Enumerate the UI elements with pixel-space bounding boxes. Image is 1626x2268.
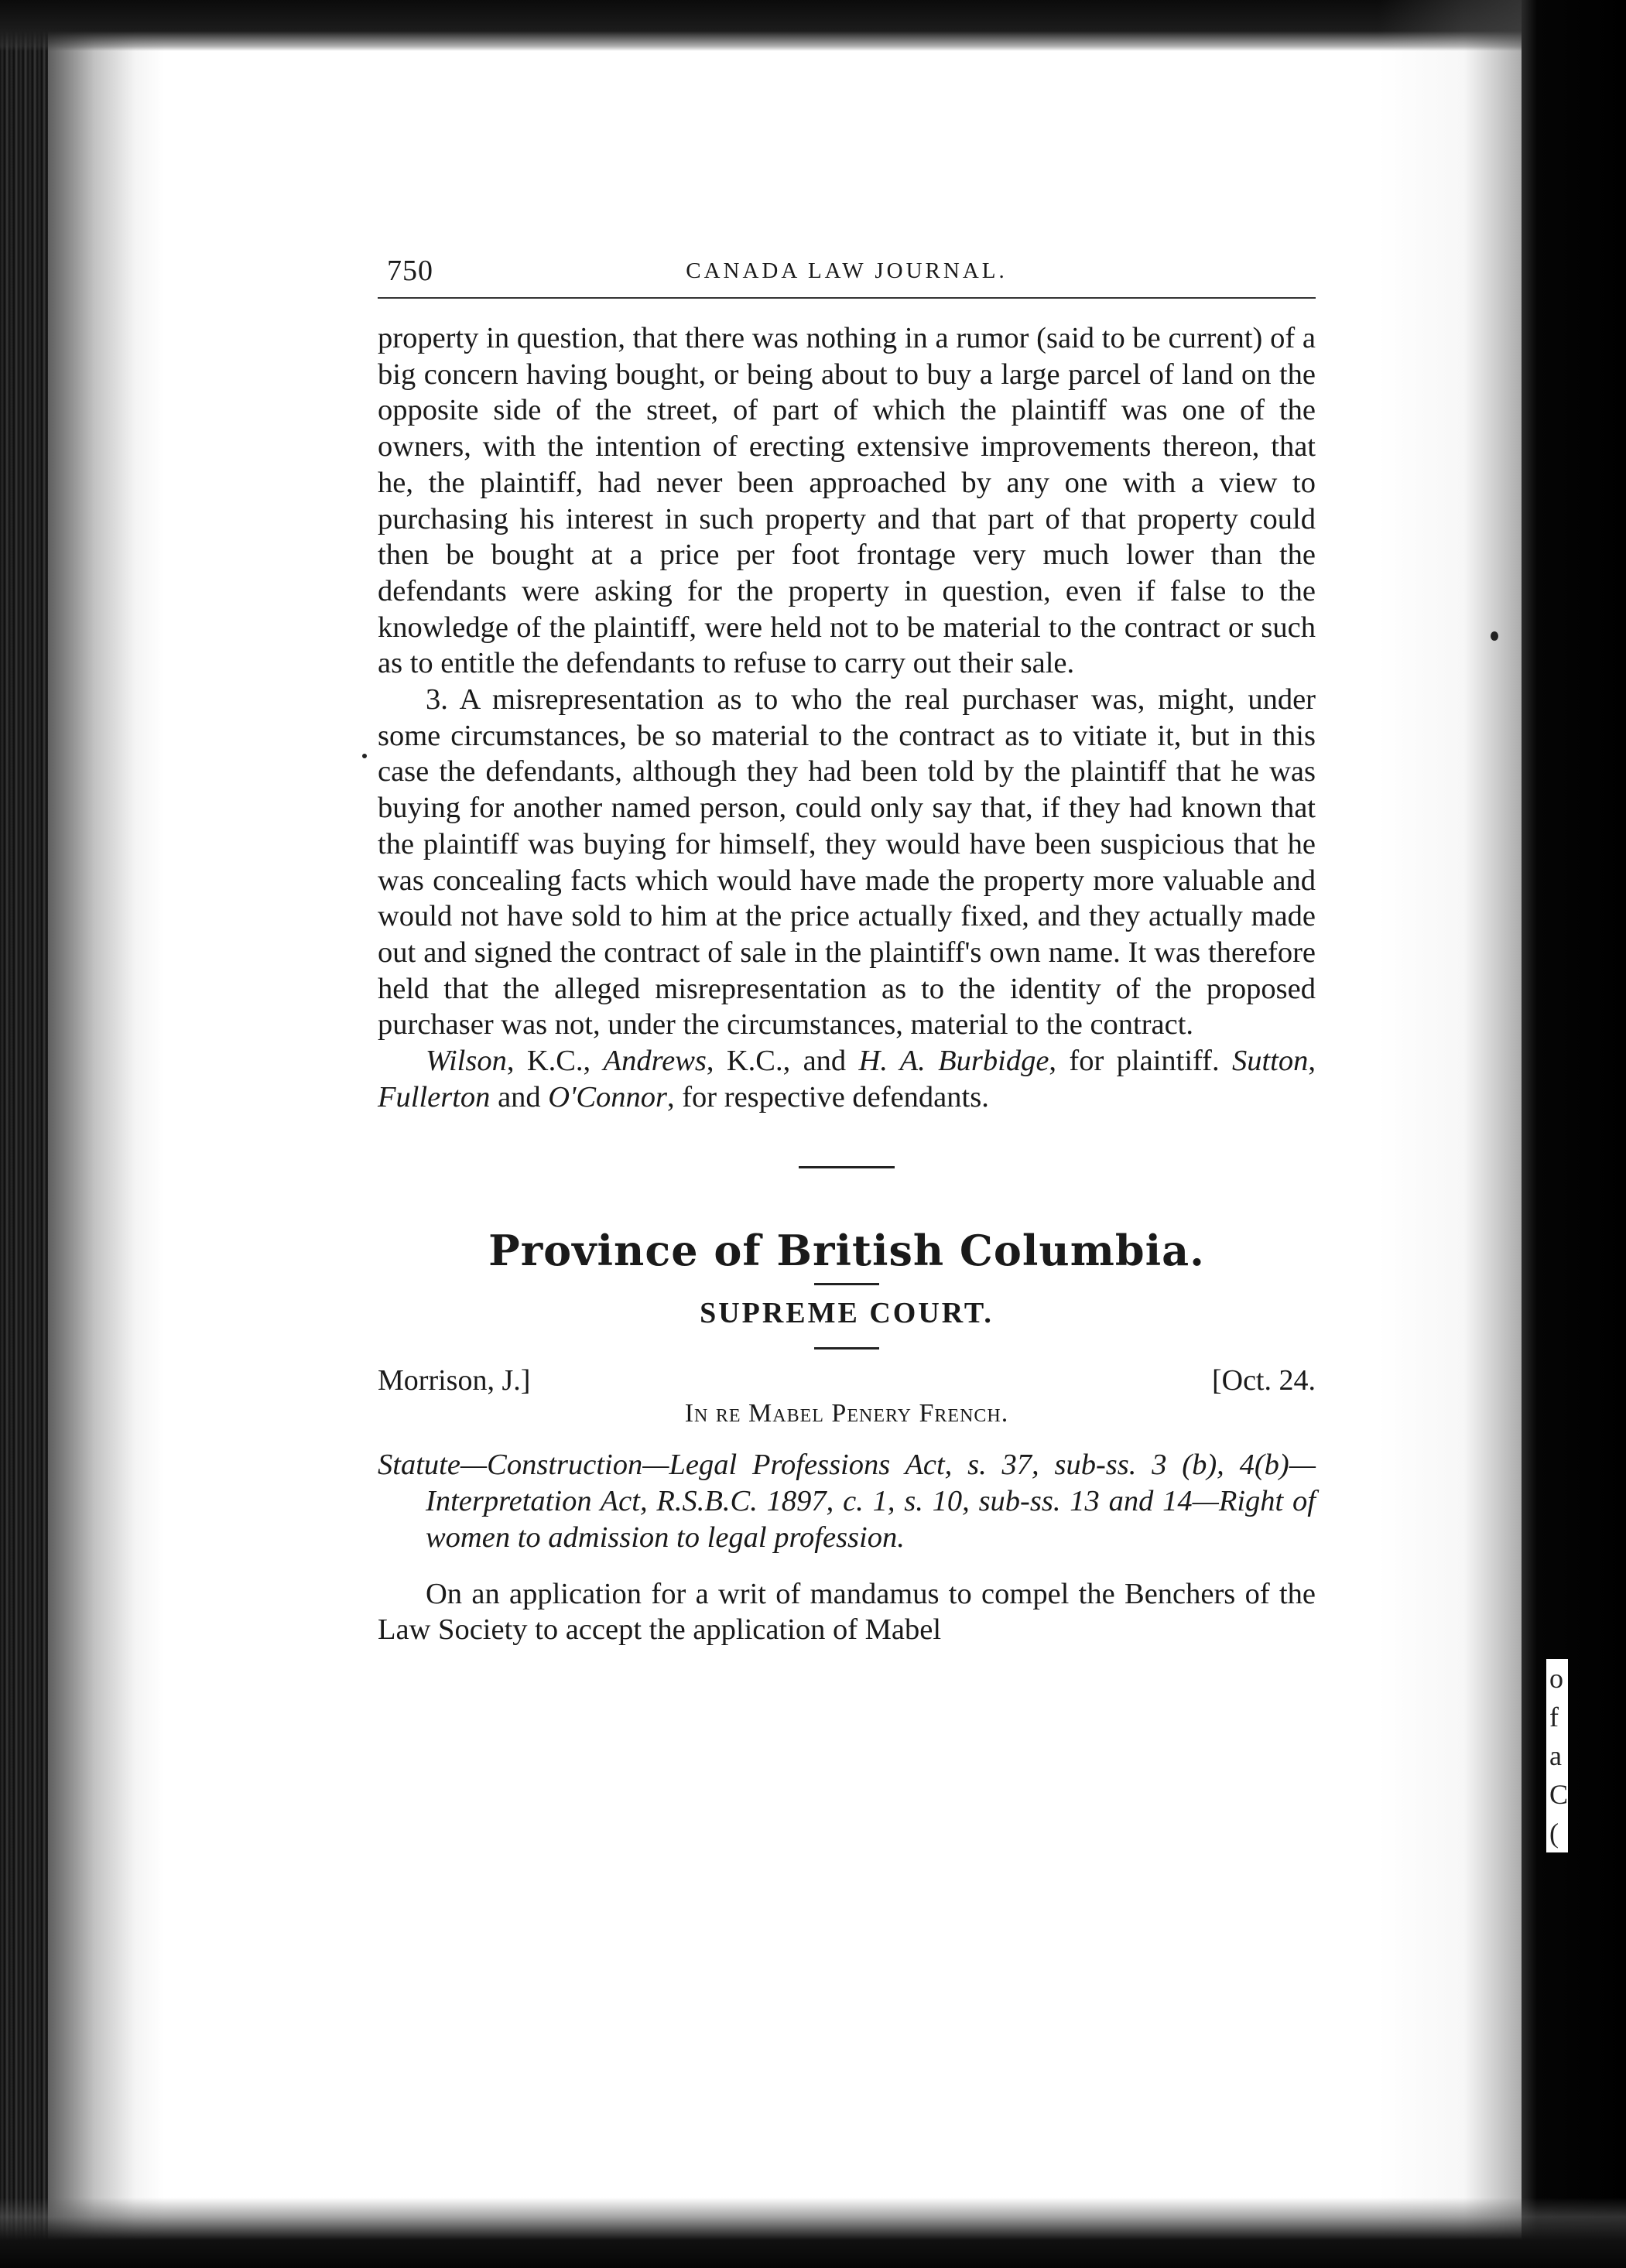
margin-letter: a [1549,1740,1562,1771]
counsel-paragraph [378,1043,1316,1115]
counsel-text: , for respective defendants. [666,1080,989,1113]
headnote-text: 14—Right of women to admission to legal profession. [426,1485,1316,1554]
court-heading: SUPREME COURT. [700,1297,994,1330]
counsel-name: Wilson [426,1045,507,1078]
counsel-name: Sutton [1231,1045,1309,1078]
section-divider [799,1166,895,1168]
body-paragraph: On an application for a writ of mandamus to compel the Benchers of the Law Society to accept the application of Mabel [378,1577,1316,1647]
header-rule [378,297,1316,299]
heading-rule [814,1283,879,1285]
heading-rule [814,1347,879,1350]
counsel-name: H. A. Burbidge [858,1045,1049,1078]
running-head [378,248,1316,294]
counsel-text: , [1308,1045,1316,1078]
counsel-text: , K.C., [506,1045,604,1078]
journal-page [378,248,1316,1648]
margin-letter: o [1549,1663,1563,1694]
margin-letter: f [1549,1702,1559,1733]
headnote-text: Statute—Construction—Legal Professions Act, s. 37, sub-ss. 3 (b), 4(b)—Interpretation Act, R.S.B.C. 1897, c. 1, s. 10, sub-ss. 13 [378,1449,1316,1518]
counsel-text: , K.C., and [706,1045,859,1078]
counsel-name: Andrews [603,1045,707,1078]
case-name: In re Mabel Penery French. [684,1399,1009,1428]
headnote [378,1447,1316,1555]
body-paragraph: 3. A misrepresentation as to who the real purchaser was, might, under some circumstances, be so material to the contract as to vitiate it, but in this case the defendants, although they had been told by the plaintiff that he was buying for another named person, could only say that, if they had known that the plaintiff was buying for himself, they would have been suspicious that he was concealing facts which would have made the property more valuable and would not have sold to him at the price actually fixed, and they actually made out and signed the contract of sale in the plaintiff's own name. It was therefore held that the alleged misrepresentation as to the identity of the proposed purchaser was not, under the circumstances, material to the contract. [378,683,1316,1042]
ink-speck [362,754,367,758]
scan-border-right [1522,0,1626,2268]
counsel-text: and [490,1080,549,1113]
province-heading: Province of British Columbia. [488,1226,1205,1276]
scan-shadow-right [1378,0,1522,2268]
case-date: [Oct. 24. [1211,1364,1316,1397]
scan-shadow-left [48,0,164,2268]
judge-name: Morrison, J.] [378,1364,531,1397]
margin-letter: C [1549,1779,1569,1810]
ink-speck [1491,631,1498,641]
headnote-roman: and [1108,1485,1154,1518]
page-number: 750 [387,255,433,287]
counsel-text: , for plaintiff. [1049,1045,1232,1078]
scan-border-left [0,0,48,2268]
margin-letter: ( [1549,1818,1559,1849]
adjacent-page-margin [1546,1659,1568,1852]
body-paragraph: property in question, that there was nothing in a rumor (said to be current) of a big concern having bought, or being about to buy a large parcel of land on the opposite side of the street, of part of which the plaintiff was one of the owners, with the intention of erecting extensive improvements thereon, that he, the plaintiff, had never been approached by any one with a view to purchasing his interest in such property and that part of that property could then be bought at a price per foot frontage very much lower than the defendants were asking for the property in question, even if false to the knowledge of the plaintiff, were held not to be material to the contract or such as to entitle the defendants to refuse to carry out their sale. [378,322,1316,680]
journal-title: CANADA LAW JOURNAL. [686,258,1008,283]
scan-border-bottom [0,2198,1626,2268]
case-line [378,1363,1316,1399]
counsel-name: O'Connor [548,1080,667,1113]
counsel-name: Fullerton [378,1080,491,1113]
